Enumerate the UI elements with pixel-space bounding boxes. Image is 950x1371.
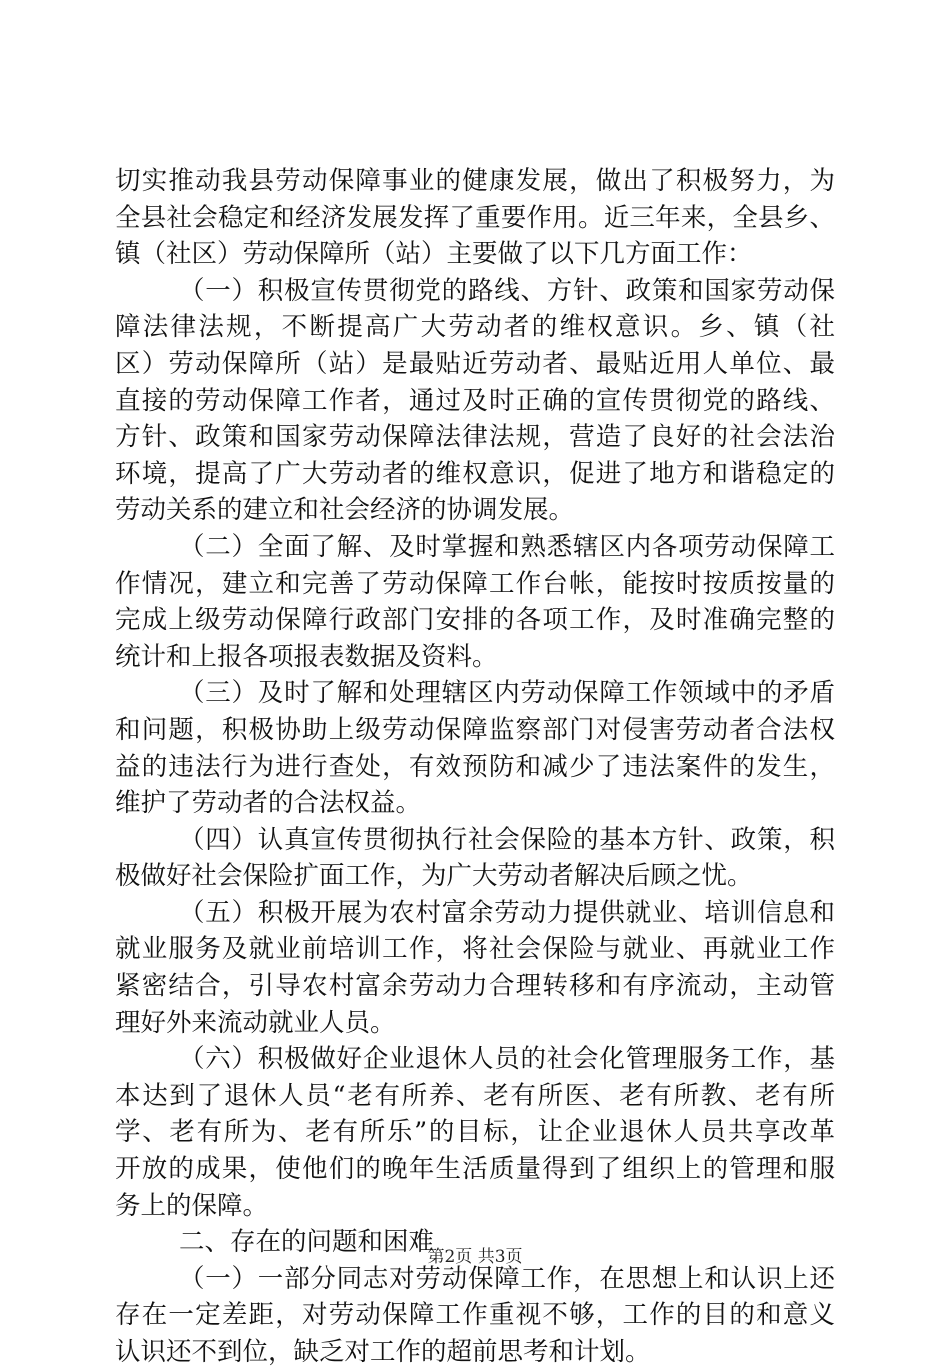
text-line: （一）一部分同志对劳动保障工作，在思想上和认识上还 (179, 1263, 835, 1294)
text-line: 理好外来流动就业人员。 (115, 1007, 396, 1038)
text-line: 认识还不到位，缺乏对工作的超前思考和计划。 (115, 1337, 651, 1367)
text-line: （一）积极宣传贯彻党的路线、方针、政策和国家劳动保 (179, 275, 835, 306)
page-footer: 第2页 共3页 (427, 1247, 523, 1267)
text-line: 方针、政策和国家劳动保障法律法规，营造了良好的社会法治 (115, 422, 835, 453)
text-line: （四）认真宣传贯彻执行社会保险的基本方针、政策，积 (179, 824, 835, 855)
text-line: 统计和上报各项报表数据及资料。 (115, 641, 498, 672)
text-line: 本达到了退休人员“老有所养、老有所医、老有所教、老有所 (115, 1080, 835, 1111)
text-line: 维护了劳动者的合法权益。 (115, 788, 422, 819)
text-line: （二）全面了解、及时掌握和熟悉辖区内各项劳动保障工 (179, 531, 835, 562)
text-line: 存在一定差距，对劳动保障工作重视不够，工作的目的和意义 (115, 1300, 835, 1331)
text-line: 极做好社会保险扩面工作，为广大劳动者解决后顾之忧。 (115, 861, 753, 892)
text-line: 镇（社区）劳动保障所（站）主要做了以下几方面工作： (115, 239, 753, 270)
text-line: 作情况，建立和完善了劳动保障工作台帐，能按时按质按量的 (115, 568, 835, 599)
text-line: 直接的劳动保障工作者，通过及时正确的宣传贯彻党的路线、 (115, 385, 835, 416)
text-line: （六）积极做好企业退休人员的社会化管理服务工作，基 (179, 1044, 835, 1075)
text-line: 和问题，积极协助上级劳动保障监察部门对侵害劳动者合法权 (115, 714, 835, 745)
text-line: 劳动关系的建立和社会经济的协调发展。 (115, 495, 575, 526)
text-line: 二、存在的问题和困难 (179, 1227, 435, 1258)
document-body (115, 163, 835, 1371)
text-line: 紧密结合，引导农村富余劳动力合理转移和有序流动，主动管 (115, 971, 835, 1002)
text-line: （五）积极开展为农村富余劳动力提供就业、培训信息和 (179, 897, 835, 928)
text-line: 学、老有所为、老有所乐”的目标，让企业退休人员共享改革 (115, 1117, 835, 1148)
text-line: 切实推动我县劳动保障事业的健康发展，做出了积极努力，为 (115, 166, 835, 196)
text-line: 障法律法规，不断提高广大劳动者的维权意识。乡、镇（社 (115, 312, 835, 343)
text-line: 环境，提高了广大劳动者的维权意识，促进了地方和谐稳定的 (115, 458, 835, 489)
text-line: 区）劳动保障所（站）是最贴近劳动者、最贴近用人单位、最 (115, 348, 835, 379)
text-line: 益的违法行为进行查处，有效预防和减少了违法案件的发生， (115, 751, 835, 782)
text-line: （三）及时了解和处理辖区内劳动保障工作领域中的矛盾 (179, 678, 835, 709)
text-line: 就业服务及就业前培训工作，将社会保险与就业、再就业工作 (115, 934, 835, 965)
text-line: 务上的保障。 (115, 1190, 269, 1221)
text-line: 完成上级劳动保障行政部门安排的各项工作，及时准确完整的 (115, 605, 835, 636)
text-line: 全县社会稳定和经济发展发挥了重要作用。近三年来，全县乡、 (115, 202, 835, 233)
text-line: 开放的成果，使他们的晚年生活质量得到了组织上的管理和服 (115, 1154, 835, 1185)
